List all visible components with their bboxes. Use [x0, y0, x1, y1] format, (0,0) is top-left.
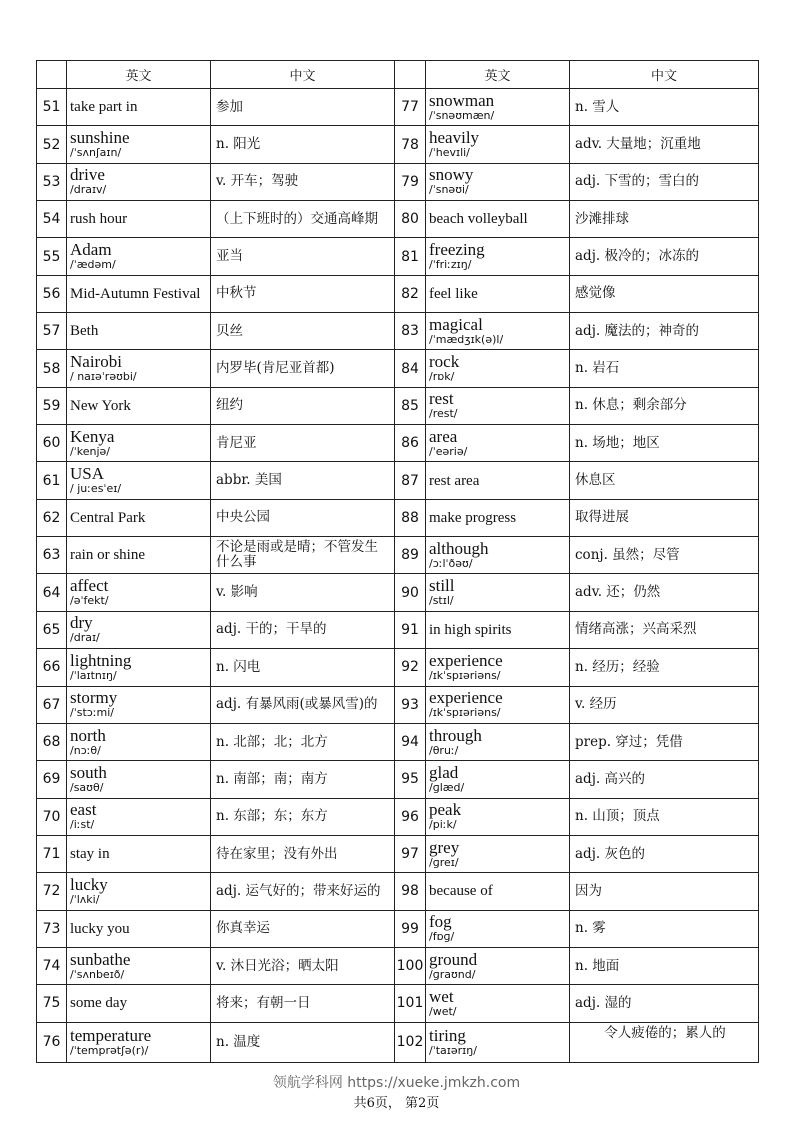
- table-header-row: [37, 61, 759, 89]
- chinese-meaning: n. 休息；剩余部分: [570, 387, 759, 424]
- english-word: glad: [429, 762, 459, 782]
- table-row: [37, 126, 759, 163]
- english-cell: [426, 238, 570, 275]
- english-cell: [426, 89, 570, 126]
- english-cell: [67, 947, 211, 984]
- phonetic-transcription: /ɡraʊnd/: [429, 967, 476, 981]
- entry-number: 56: [37, 275, 67, 312]
- entry-number: 101: [395, 985, 426, 1022]
- phonetic-transcription: /ɪkˈspɪəriəns/: [429, 706, 501, 720]
- footer-page-number: 共6页， 第2页: [353, 1096, 440, 1111]
- english-cell: [426, 275, 570, 312]
- chinese-meaning: 你真幸运: [211, 910, 395, 947]
- phonetic-transcription: /ɡlæd/: [429, 780, 465, 794]
- entry-number: 81: [395, 238, 426, 275]
- phonetic-transcription: /ˈsnəʊmæn/: [429, 108, 495, 122]
- phonetic-transcription: /ˈlʌki/: [70, 892, 100, 906]
- english-word: area: [429, 426, 458, 446]
- header-number-left: [37, 61, 67, 89]
- entry-number: 90: [395, 574, 426, 611]
- english-cell: [67, 462, 211, 499]
- phonetic-transcription: /ˈsʌnbeɪð/: [70, 967, 125, 981]
- english-word: snowy: [429, 165, 474, 185]
- phonetic-transcription: /ˈeəriə/: [429, 444, 468, 458]
- chinese-meaning: v. 开车；驾驶: [211, 163, 395, 200]
- entry-number: 82: [395, 275, 426, 312]
- entry-number: 99: [395, 910, 426, 947]
- entry-number: 58: [37, 350, 67, 387]
- english-word: rain or shine: [70, 547, 145, 564]
- chinese-meaning: n. 山顶；顶点: [570, 798, 759, 835]
- english-cell: [426, 425, 570, 462]
- english-cell: [426, 126, 570, 163]
- english-word: grey: [429, 837, 460, 857]
- english-word: stay in: [70, 846, 110, 863]
- english-word: because of: [429, 883, 493, 900]
- table-row: [37, 649, 759, 686]
- table-row: [37, 761, 759, 798]
- english-cell: [426, 201, 570, 238]
- table-row: [37, 910, 759, 947]
- chinese-meaning: 感觉像: [570, 275, 759, 312]
- english-word: magical: [429, 314, 483, 334]
- chinese-meaning: 亚当: [211, 238, 395, 275]
- phonetic-transcription: /ˈædəm/: [70, 258, 116, 272]
- english-word: make progress: [429, 509, 517, 526]
- english-cell: [426, 835, 570, 872]
- table-row: [37, 275, 759, 312]
- chinese-meaning: adj. 高兴的: [570, 761, 759, 798]
- entry-number: 89: [395, 537, 426, 574]
- english-cell: [426, 947, 570, 984]
- english-cell: [426, 761, 570, 798]
- entry-number: 67: [37, 686, 67, 723]
- table-row: [37, 723, 759, 760]
- chinese-meaning: v. 沐日光浴；晒太阳: [211, 947, 395, 984]
- phonetic-transcription: /ɔːlˈðəʊ/: [429, 556, 473, 570]
- chinese-meaning: 肯尼亚: [211, 425, 395, 462]
- phonetic-transcription: /əˈfekt/: [70, 594, 109, 608]
- phonetic-transcription: /rɒk/: [429, 370, 455, 384]
- chinese-meaning: n. 南部；南；南方: [211, 761, 395, 798]
- english-cell: [67, 126, 211, 163]
- entry-number: 54: [37, 201, 67, 238]
- entry-number: 79: [395, 163, 426, 200]
- entry-number: 72: [37, 873, 67, 910]
- english-cell: [426, 723, 570, 760]
- english-word: heavily: [429, 128, 480, 148]
- chinese-meaning: adj. 极冷的；冰冻的: [570, 238, 759, 275]
- english-word: beach volleyball: [429, 211, 528, 228]
- chinese-meaning: adj. 灰色的: [570, 835, 759, 872]
- english-cell: [67, 686, 211, 723]
- entry-number: 95: [395, 761, 426, 798]
- entry-number: 75: [37, 985, 67, 1022]
- english-word: north: [70, 725, 106, 745]
- entry-number: 86: [395, 425, 426, 462]
- table-row: [37, 611, 759, 648]
- english-word: lightning: [70, 650, 132, 670]
- entry-number: 69: [37, 761, 67, 798]
- english-word: stormy: [70, 688, 118, 708]
- table-row: [37, 686, 759, 723]
- phonetic-transcription: /nɔːθ/: [70, 743, 101, 757]
- english-word: rest: [429, 389, 454, 409]
- entry-number: 77: [395, 89, 426, 126]
- english-cell: [426, 798, 570, 835]
- chinese-meaning: adj. 魔法的；神奇的: [570, 313, 759, 350]
- entry-number: 85: [395, 387, 426, 424]
- chinese-meaning: adj. 下雪的；雪白的: [570, 163, 759, 200]
- english-cell: [426, 313, 570, 350]
- english-word: freezing: [429, 240, 485, 260]
- entry-number: 93: [395, 686, 426, 723]
- chinese-meaning: conj. 虽然；尽管: [570, 537, 759, 574]
- english-word: east: [70, 800, 97, 820]
- phonetic-transcription: /stɪl/: [429, 594, 454, 608]
- english-cell: [426, 910, 570, 947]
- english-word: fog: [429, 912, 452, 932]
- english-cell: [67, 89, 211, 126]
- chinese-meaning: 参加: [211, 89, 395, 126]
- entry-number: 71: [37, 835, 67, 872]
- chinese-meaning: 取得进展: [570, 499, 759, 536]
- chinese-meaning: n. 岩石: [570, 350, 759, 387]
- phonetic-transcription: /draɪ/: [70, 631, 100, 645]
- chinese-meaning: 待在家里；没有外出: [211, 835, 395, 872]
- english-word: rest area: [429, 472, 480, 489]
- chinese-meaning: 不论是雨或是晴；不管发生什么事: [211, 537, 395, 574]
- chinese-meaning: n. 地面: [570, 947, 759, 984]
- english-word: some day: [70, 995, 128, 1012]
- entry-number: 80: [395, 201, 426, 238]
- phonetic-transcription: /ˈhevɪli/: [429, 146, 470, 160]
- english-word: still: [429, 576, 455, 596]
- entry-number: 97: [395, 835, 426, 872]
- entry-number: 94: [395, 723, 426, 760]
- table-row: [37, 985, 759, 1022]
- header-english-left: 英文: [67, 61, 211, 89]
- chinese-meaning: n. 雾: [570, 910, 759, 947]
- phonetic-transcription: /ˈtemprətʃə(r)/: [70, 1043, 149, 1057]
- table-row: [37, 1022, 759, 1062]
- chinese-meaning: n. 雪人: [570, 89, 759, 126]
- english-cell: [426, 873, 570, 910]
- entry-number: 84: [395, 350, 426, 387]
- english-cell: [67, 201, 211, 238]
- phonetic-transcription: /iːst/: [70, 818, 95, 832]
- english-cell: [67, 835, 211, 872]
- chinese-meaning: adj. 运气好的；带来好运的: [211, 873, 395, 910]
- table-body: [37, 89, 759, 1063]
- english-word: lucky you: [70, 920, 130, 937]
- english-cell: [426, 985, 570, 1022]
- header-english-right: 英文: [426, 61, 570, 89]
- entry-number: 61: [37, 462, 67, 499]
- phonetic-transcription: /saʊθ/: [70, 780, 104, 794]
- entry-number: 96: [395, 798, 426, 835]
- phonetic-transcription: /ɡreɪ/: [429, 855, 459, 869]
- phonetic-transcription: /ˈmædʒɪk(ə)l/: [429, 332, 504, 346]
- entry-number: 68: [37, 723, 67, 760]
- entry-number: 51: [37, 89, 67, 126]
- english-cell: [67, 723, 211, 760]
- entry-number: 52: [37, 126, 67, 163]
- english-word: Mid-Autumn Festival: [70, 285, 201, 302]
- chinese-meaning: v. 经历: [570, 686, 759, 723]
- english-word: Kenya: [70, 426, 115, 446]
- chinese-meaning: n. 阳光: [211, 126, 395, 163]
- english-word: Central Park: [70, 509, 146, 526]
- english-word: snowman: [429, 90, 495, 110]
- chinese-meaning: 沙滩排球: [570, 201, 759, 238]
- english-cell: [426, 462, 570, 499]
- english-cell: [67, 313, 211, 350]
- chinese-meaning: prep. 穿过；凭借: [570, 723, 759, 760]
- phonetic-transcription: /θruː/: [429, 743, 459, 757]
- english-word: temperature: [70, 1025, 152, 1045]
- entry-number: 87: [395, 462, 426, 499]
- chinese-meaning: 休息区: [570, 462, 759, 499]
- english-word: sunbathe: [70, 949, 131, 969]
- phonetic-transcription: / naɪəˈrəʊbi/: [70, 370, 137, 384]
- table-row: [37, 537, 759, 574]
- entry-number: 53: [37, 163, 67, 200]
- english-cell: [67, 1022, 211, 1062]
- phonetic-transcription: /ˈsʌnʃaɪn/: [70, 146, 122, 160]
- english-cell: [426, 649, 570, 686]
- english-cell: [426, 537, 570, 574]
- chinese-meaning: 纽约: [211, 387, 395, 424]
- english-word: Adam: [70, 240, 112, 260]
- chinese-meaning: n. 场地；地区: [570, 425, 759, 462]
- entry-number: 57: [37, 313, 67, 350]
- english-word: experience: [429, 650, 503, 670]
- english-word: feel like: [429, 285, 478, 302]
- english-word: peak: [429, 800, 462, 820]
- chinese-meaning: n. 北部；北；北方: [211, 723, 395, 760]
- entry-number: 73: [37, 910, 67, 947]
- table-row: [37, 835, 759, 872]
- entry-number: 62: [37, 499, 67, 536]
- table-row: [37, 387, 759, 424]
- entry-number: 63: [37, 537, 67, 574]
- chinese-meaning: 内罗毕(肯尼亚首都): [211, 350, 395, 387]
- english-cell: [426, 163, 570, 200]
- table-row: [37, 873, 759, 910]
- english-word: although: [429, 538, 489, 558]
- english-word: affect: [70, 576, 109, 596]
- entry-number: 92: [395, 649, 426, 686]
- phonetic-transcription: /wet/: [429, 1004, 457, 1018]
- chinese-meaning: 令人疲倦的；累人的: [570, 1022, 759, 1062]
- header-chinese-right: 中文: [570, 61, 759, 89]
- table-row: [37, 462, 759, 499]
- chinese-meaning: adj. 有暴风雨(或暴风雪)的: [211, 686, 395, 723]
- english-cell: [67, 611, 211, 648]
- chinese-meaning: adj. 干的；干旱的: [211, 611, 395, 648]
- phonetic-transcription: /ˈkenjə/: [70, 444, 110, 458]
- english-cell: [426, 574, 570, 611]
- english-word: rush hour: [70, 211, 128, 228]
- english-cell: [67, 574, 211, 611]
- entry-number: 66: [37, 649, 67, 686]
- english-word: wet: [429, 986, 454, 1006]
- english-word: tiring: [429, 1025, 466, 1045]
- phonetic-transcription: /ɪkˈspɪəriəns/: [429, 668, 501, 682]
- table-row: [37, 238, 759, 275]
- entry-number: 98: [395, 873, 426, 910]
- chinese-meaning: adv. 大量地；沉重地: [570, 126, 759, 163]
- english-cell: [67, 798, 211, 835]
- chinese-meaning: 贝丝: [211, 313, 395, 350]
- english-cell: [67, 873, 211, 910]
- english-word: in high spirits: [429, 621, 512, 638]
- entry-number: 91: [395, 611, 426, 648]
- phonetic-transcription: /ˈlaɪtnɪŋ/: [70, 668, 117, 682]
- table-row: [37, 425, 759, 462]
- english-cell: [67, 537, 211, 574]
- english-cell: [426, 686, 570, 723]
- phonetic-transcription: /draɪv/: [70, 183, 107, 197]
- entry-number: 60: [37, 425, 67, 462]
- english-cell: [67, 275, 211, 312]
- english-cell: [426, 1022, 570, 1062]
- english-word: ground: [429, 949, 478, 969]
- entry-number: 88: [395, 499, 426, 536]
- phonetic-transcription: /ˈsnəʊi/: [429, 183, 469, 197]
- chinese-meaning: （上下班时的）交通高峰期: [211, 201, 395, 238]
- footer-site: 领航学科网 https://xueke.jmkzh.com: [272, 1075, 521, 1091]
- chinese-meaning: 情绪高涨；兴高采烈: [570, 611, 759, 648]
- english-word: south: [70, 762, 107, 782]
- chinese-meaning: v. 影响: [211, 574, 395, 611]
- entry-number: 76: [37, 1022, 67, 1062]
- english-cell: [67, 425, 211, 462]
- entry-number: 65: [37, 611, 67, 648]
- chinese-meaning: 中秋节: [211, 275, 395, 312]
- table-row: [37, 798, 759, 835]
- chinese-meaning: 中央公园: [211, 499, 395, 536]
- english-word: experience: [429, 688, 503, 708]
- table-row: [37, 89, 759, 126]
- entry-number: 70: [37, 798, 67, 835]
- english-word: through: [429, 725, 482, 745]
- table-row: [37, 201, 759, 238]
- english-word: sunshine: [70, 128, 130, 148]
- chinese-meaning: adj. 湿的: [570, 985, 759, 1022]
- chinese-meaning: adv. 还；仍然: [570, 574, 759, 611]
- header-chinese-left: 中文: [211, 61, 395, 89]
- english-cell: [67, 761, 211, 798]
- entry-number: 78: [395, 126, 426, 163]
- chinese-meaning: n. 闪电: [211, 649, 395, 686]
- english-word: Beth: [70, 323, 99, 340]
- english-cell: [67, 350, 211, 387]
- chinese-meaning: n. 温度: [211, 1022, 395, 1062]
- english-cell: [67, 163, 211, 200]
- entry-number: 55: [37, 238, 67, 275]
- chinese-meaning: 因为: [570, 873, 759, 910]
- english-word: New York: [70, 397, 131, 414]
- phonetic-transcription: / juːesˈeɪ/: [70, 482, 122, 496]
- phonetic-transcription: /ˈtaɪərɪŋ/: [429, 1043, 477, 1057]
- english-word: take part in: [70, 99, 138, 116]
- table-row: [37, 350, 759, 387]
- chinese-meaning: n. 东部；东；东方: [211, 798, 395, 835]
- chinese-meaning: abbr. 美国: [211, 462, 395, 499]
- phonetic-transcription: /ˈstɔːmi/: [70, 706, 114, 720]
- phonetic-transcription: /fɒɡ/: [429, 930, 455, 944]
- english-word: dry: [70, 613, 93, 633]
- english-cell: [426, 611, 570, 648]
- entry-number: 74: [37, 947, 67, 984]
- english-word: drive: [70, 165, 105, 185]
- chinese-meaning: n. 经历；经验: [570, 649, 759, 686]
- chinese-meaning: 将来；有朝一日: [211, 985, 395, 1022]
- english-cell: [426, 499, 570, 536]
- english-cell: [67, 910, 211, 947]
- english-cell: [67, 238, 211, 275]
- english-cell: [426, 387, 570, 424]
- table-row: [37, 947, 759, 984]
- entry-number: 100: [395, 947, 426, 984]
- english-cell: [67, 649, 211, 686]
- english-word: lucky: [70, 874, 108, 894]
- english-word: rock: [429, 352, 460, 372]
- entry-number: 64: [37, 574, 67, 611]
- english-cell: [67, 387, 211, 424]
- phonetic-transcription: /piːk/: [429, 818, 457, 832]
- english-cell: [67, 985, 211, 1022]
- header-number-right: [395, 61, 426, 89]
- entry-number: 102: [395, 1022, 426, 1062]
- english-cell: [67, 499, 211, 536]
- english-word: Nairobi: [70, 352, 122, 372]
- table-row: [37, 499, 759, 536]
- entry-number: 59: [37, 387, 67, 424]
- phonetic-transcription: /ˈfriːzɪŋ/: [429, 258, 472, 272]
- table-row: [37, 163, 759, 200]
- table-row: [37, 574, 759, 611]
- table-row: [37, 313, 759, 350]
- english-cell: [426, 350, 570, 387]
- phonetic-transcription: /rest/: [429, 407, 458, 421]
- vocabulary-table: [36, 60, 759, 1063]
- entry-number: 83: [395, 313, 426, 350]
- english-word: USA: [70, 464, 105, 484]
